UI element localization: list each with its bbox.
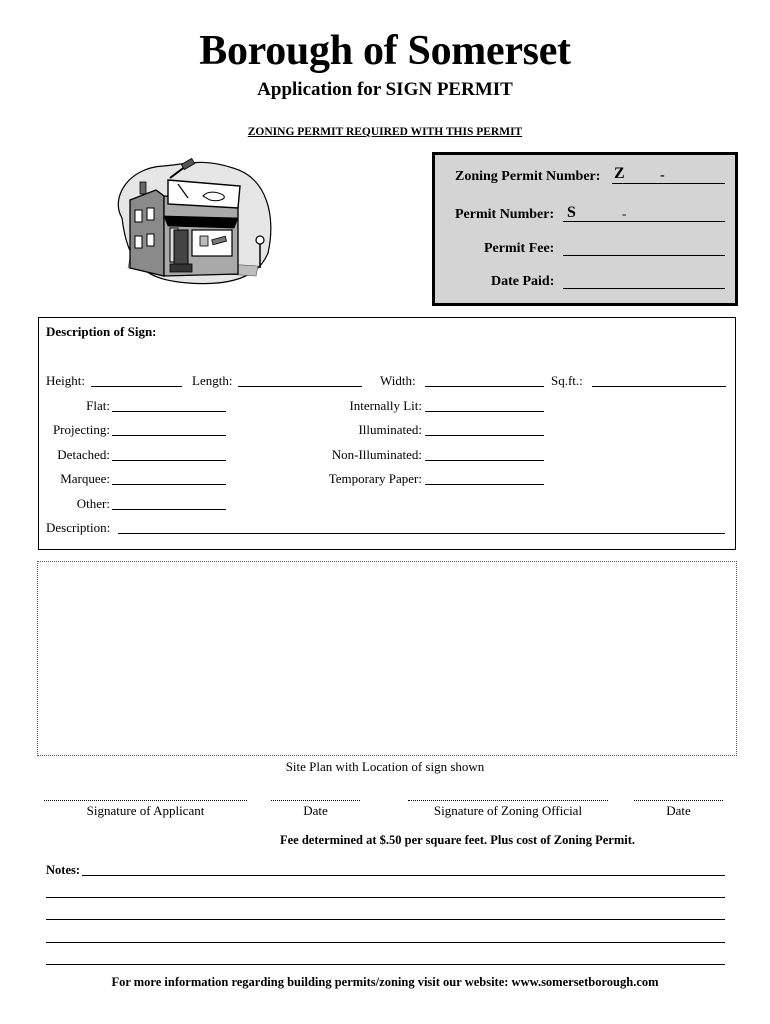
applicant-date-line[interactable] — [271, 800, 360, 801]
zoning-required-notice: ZONING PERMIT REQUIRED WITH THIS PERMIT — [247, 126, 523, 138]
date-paid-label: Date Paid: — [491, 274, 555, 289]
non-illuminated-field[interactable] — [425, 460, 544, 461]
notes-line-3[interactable] — [46, 919, 725, 920]
flat-label: Flat: — [86, 398, 110, 413]
form-subtitle: Application for SIGN PERMIT — [257, 79, 513, 100]
permit-number-prefix: S — [567, 204, 576, 221]
notes-line-5[interactable] — [46, 964, 725, 965]
length-label: Length: — [192, 373, 233, 388]
applicant-date-label: Date — [303, 803, 328, 818]
storefront-illustration — [108, 158, 278, 288]
width-label: Width: — [380, 373, 416, 388]
zoning-official-signature-label: Signature of Zoning Official — [433, 803, 583, 818]
permit-fee-field[interactable] — [563, 255, 725, 256]
marquee-field[interactable] — [112, 484, 226, 485]
flat-field[interactable] — [112, 411, 226, 412]
illuminated-label: Illuminated: — [358, 422, 422, 437]
non-illuminated-label: Non-Illuminated: — [331, 447, 422, 462]
zoning-official-signature-line[interactable] — [408, 800, 608, 801]
temporary-paper-label: Temporary Paper: — [328, 471, 422, 486]
sqft-field[interactable] — [592, 386, 726, 387]
description-field[interactable] — [118, 533, 725, 534]
marquee-label: Marquee: — [60, 471, 110, 486]
zoning-permit-prefix: Z — [614, 165, 625, 182]
projecting-field[interactable] — [112, 435, 226, 436]
length-field[interactable] — [238, 386, 362, 387]
zoning-permit-dash: - — [660, 168, 665, 183]
permit-fee-label: Permit Fee: — [484, 241, 555, 256]
permit-number-field[interactable] — [563, 221, 725, 222]
temporary-paper-field[interactable] — [425, 484, 544, 485]
form-title: Borough of Somerset — [199, 28, 571, 74]
other-field[interactable] — [112, 509, 226, 510]
notes-label: Notes: — [46, 863, 81, 877]
official-date-label: Date — [666, 803, 691, 818]
internally-lit-field[interactable] — [425, 411, 544, 412]
permit-number-dash: - — [622, 206, 627, 221]
illuminated-field[interactable] — [425, 435, 544, 436]
permit-number-label: Permit Number: — [455, 207, 555, 222]
description-label: Description: — [46, 520, 111, 535]
date-paid-field[interactable] — [563, 288, 725, 289]
width-field[interactable] — [425, 386, 544, 387]
zoning-permit-number-label: Zoning Permit Number: — [455, 169, 601, 184]
height-field[interactable] — [91, 386, 182, 387]
applicant-signature-label: Signature of Applicant — [86, 803, 205, 818]
height-label: Height: — [46, 373, 85, 388]
notes-line-1[interactable] — [82, 875, 725, 876]
applicant-signature-line[interactable] — [44, 800, 247, 801]
projecting-label: Projecting: — [52, 422, 110, 437]
fee-note: Fee determined at $.50 per square feet. Plus cost of Zoning Permit. — [280, 833, 636, 847]
internally-lit-label: Internally Lit: — [349, 398, 422, 413]
site-plan-area[interactable] — [37, 561, 737, 756]
site-plan-caption: Site Plan with Location of sign shown — [285, 759, 485, 774]
detached-label: Detached: — [57, 447, 110, 462]
other-label: Other: — [76, 496, 110, 511]
official-date-line[interactable] — [634, 800, 723, 801]
description-heading: Description of Sign: — [46, 324, 157, 339]
detached-field[interactable] — [112, 460, 226, 461]
zoning-permit-number-field[interactable] — [612, 183, 725, 184]
notes-line-4[interactable] — [46, 942, 725, 943]
footer-info: For more information regarding building permits/zoning visit our website: www.somersetborough.com — [111, 975, 659, 989]
sqft-label: Sq.ft.: — [551, 373, 583, 388]
notes-line-2[interactable] — [46, 897, 725, 898]
